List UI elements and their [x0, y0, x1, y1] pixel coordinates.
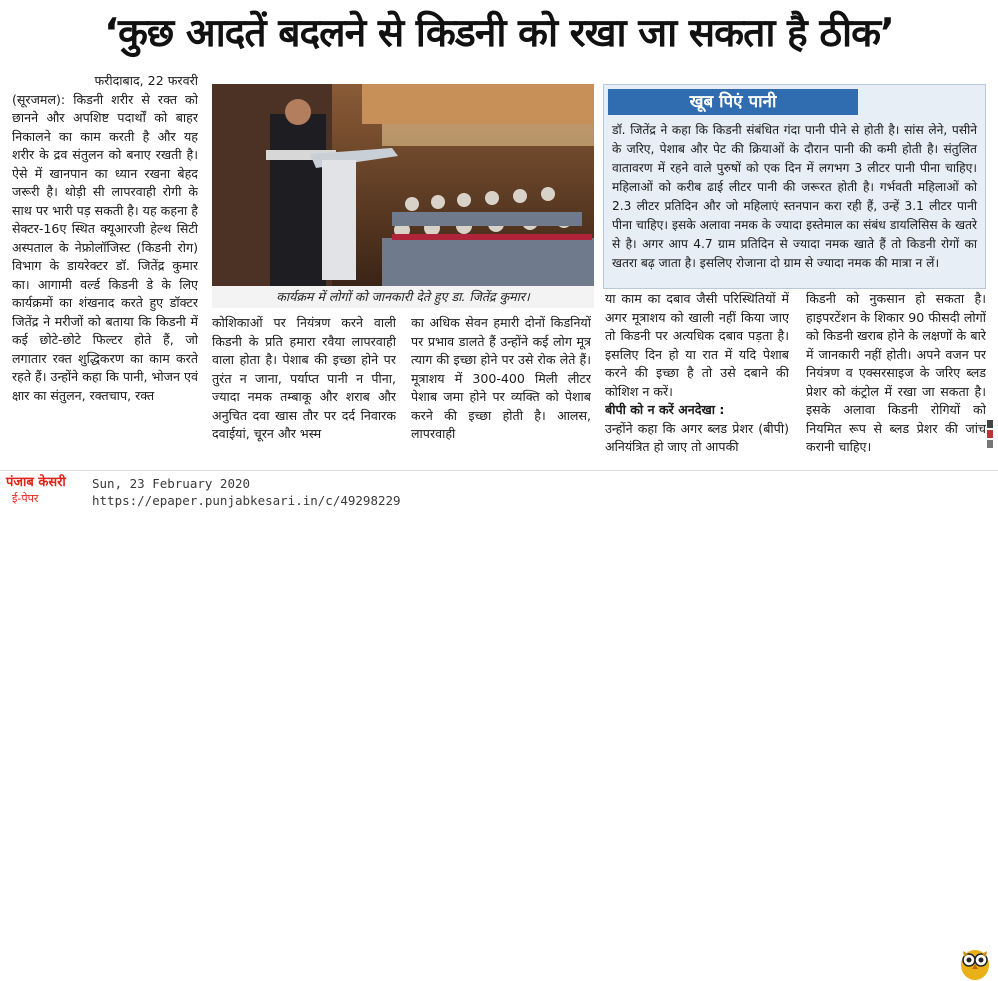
box-text: डॉ. जितेंद्र ने कहा कि किडनी संबंधित गंदा पानी पीने से होती है। सांस लेने, पसीने के जरिए, पेशाब और पेट की क्रियाओं के दौरान पानी की कमी होती है। संतुलित वातावरण में रहने वाले पुरुषों को एक दिन में लगभग 3 लीटर पानी पीना चाहिए। महिलाओं को करीब ढाई लीटर पानी की जरूरत होती है। गर्भवती महिलाओं को 2.3 लीटर प्रतिदिन और जो महिलाएं स्तनपान करा रही हैं, उन्हें 3.1 लीटर पानी पीना चाहिए। इसके अलावा नमक के ज्यादा इस्तेमाल का संबंध डायलिसिस के खतरे से है। अगर आप 4.7 ग्राम प्रतिदिन से ज्यादा नमक खाते हैं तो किडनी रोगों का खतरा बढ़ जाता है। इसलिए रोजाना दो ग्राम से ज्यादा नमक की मात्रा न लें।: [612, 123, 977, 270]
dateline: फरीदाबाद, 22 फरवरी: [94, 73, 198, 88]
photo-illustration: [212, 84, 594, 286]
logo-subtitle: ई-पेपर: [12, 492, 39, 505]
box-title: खूब पिएं पानी: [608, 89, 858, 115]
punjab-kesari-logo[interactable]: [6, 475, 78, 509]
article-column-1: [12, 72, 198, 462]
article-column-2: [212, 314, 396, 464]
subheading: बीपी को न करें अनदेखा :: [605, 402, 725, 417]
owl-icon: [958, 945, 992, 981]
logo-title: पंजाब केसरी: [6, 475, 66, 490]
article-text: कोशिकाओं पर नियंत्रण करने वाली किडनी के प्रति हमारा रवैया लापरवाही वाला होता है। पेशाब की इच्छा होने पर तुरंत न जाना, पर्याप्त पानी न पीना, ज्यादा नमक तम्बाकू और शराब और अनुचित दवा खास तौर पर दर्द निवारक दवाईयां, चूरन और भस्म: [212, 315, 396, 441]
headline: ‘कुछ आदतें बदलने से किडनी को रखा जा सकता है ठीक’: [104, 11, 894, 56]
source-info: [92, 475, 401, 509]
article-column-5: [806, 290, 986, 464]
source-url[interactable]: https://epaper.punjabkesari.in/c/49298229: [92, 493, 401, 508]
article-column-3: [411, 314, 591, 464]
footer: [0, 470, 998, 514]
article-column-4: [605, 290, 789, 464]
article-text: उन्होंने कहा कि अगर ब्लड प्रेशर (बीपी) अनियंत्रित हो जाए तो आपकी: [605, 420, 789, 454]
event-photo: [212, 84, 594, 286]
article-text: (सूरजमल): किडनी शरीर से रक्त को छानने और अपशिष्ट पदार्थों को बाहर निकालने का काम करती है और यह शरीर के द्रव संतुलन को बनाए रखती है। ऐसे में खानपान का ध्यान रखना बेहद जरूरी है। थोड़ी सी लापरवाही रोगी के साथ पर भारी पड़ सकती है। यह कहना है सेक्टर-16ए स्थित क्यूआरजी हेल्थ सिटी अस्पताल के नेफ्रोलॉजिस्ट (किडनी रोग) विभाग के डायरेक्टर डॉ. जितेंद्र कुमार का। आगामी वर्ल्ड किडनी डे के लिए कार्यक्रमों का शंखनाद करते हुए डॉक्टर जितेंद्र ने मरीजों को बताया कि किडनी में कई छोटे-छोटे फिल्टर होते हैं, जो लगातार रक्त शुद्धिकरण का काम करते रहते हैं। उन्होंने कहा कि पानी, भोजन एवं क्षार का संतुलन, रक्तचाप, रक्त: [12, 91, 198, 403]
sidebar-box: [603, 84, 986, 289]
article-text: किडनी को नुकसान हो सकता है। हाइपरटेंशन के शिकार 90 फीसदी लोगों को किडनी खराब होने के लक्षणों के बारे में जानकारी नहीं होती। अपने वजन पर नियंत्रण व एक्सरसाइज के जरिए ब्लड प्रेशर को कंट्रोल में रखा जा सकता है। इसके अलावा किडनी रोगियों को नियमित रूप से ब्लड प्रेशर की जांच करानी चाहिए।: [806, 291, 986, 454]
photo-caption: कार्यक्रम में लोगों को जानकारी देते हुए डा. जितेंद्र कुमार।: [212, 286, 594, 308]
article-text: का अधिक सेवन हमारी दोनों किडनियों पर प्रभाव डालते हैं उन्होंने कई लोग मूत्र त्याग की इच्छा होने पर उसे रोक लेते हैं। मूत्राशय में 300-400 मिली लीटर पेशाब जमा होने पर व्यक्ति को पेशाब करने की इच्छा होती है। आलस, लापरवाही: [411, 315, 591, 441]
color-marks: [986, 420, 996, 460]
publish-date: Sun, 23 February 2020: [92, 476, 251, 491]
article-text: या काम का दबाव जैसी परिस्थितियों में अगर मूत्राशय को खाली नहीं किया जाए तो किडनी पर अत्यधिक दबाव पड़ता है। इसलिए दिन हो या रात में यदि पेशाब करने की इच्छा है तो उसे दबाने की कोशिश न करें।: [605, 291, 789, 399]
